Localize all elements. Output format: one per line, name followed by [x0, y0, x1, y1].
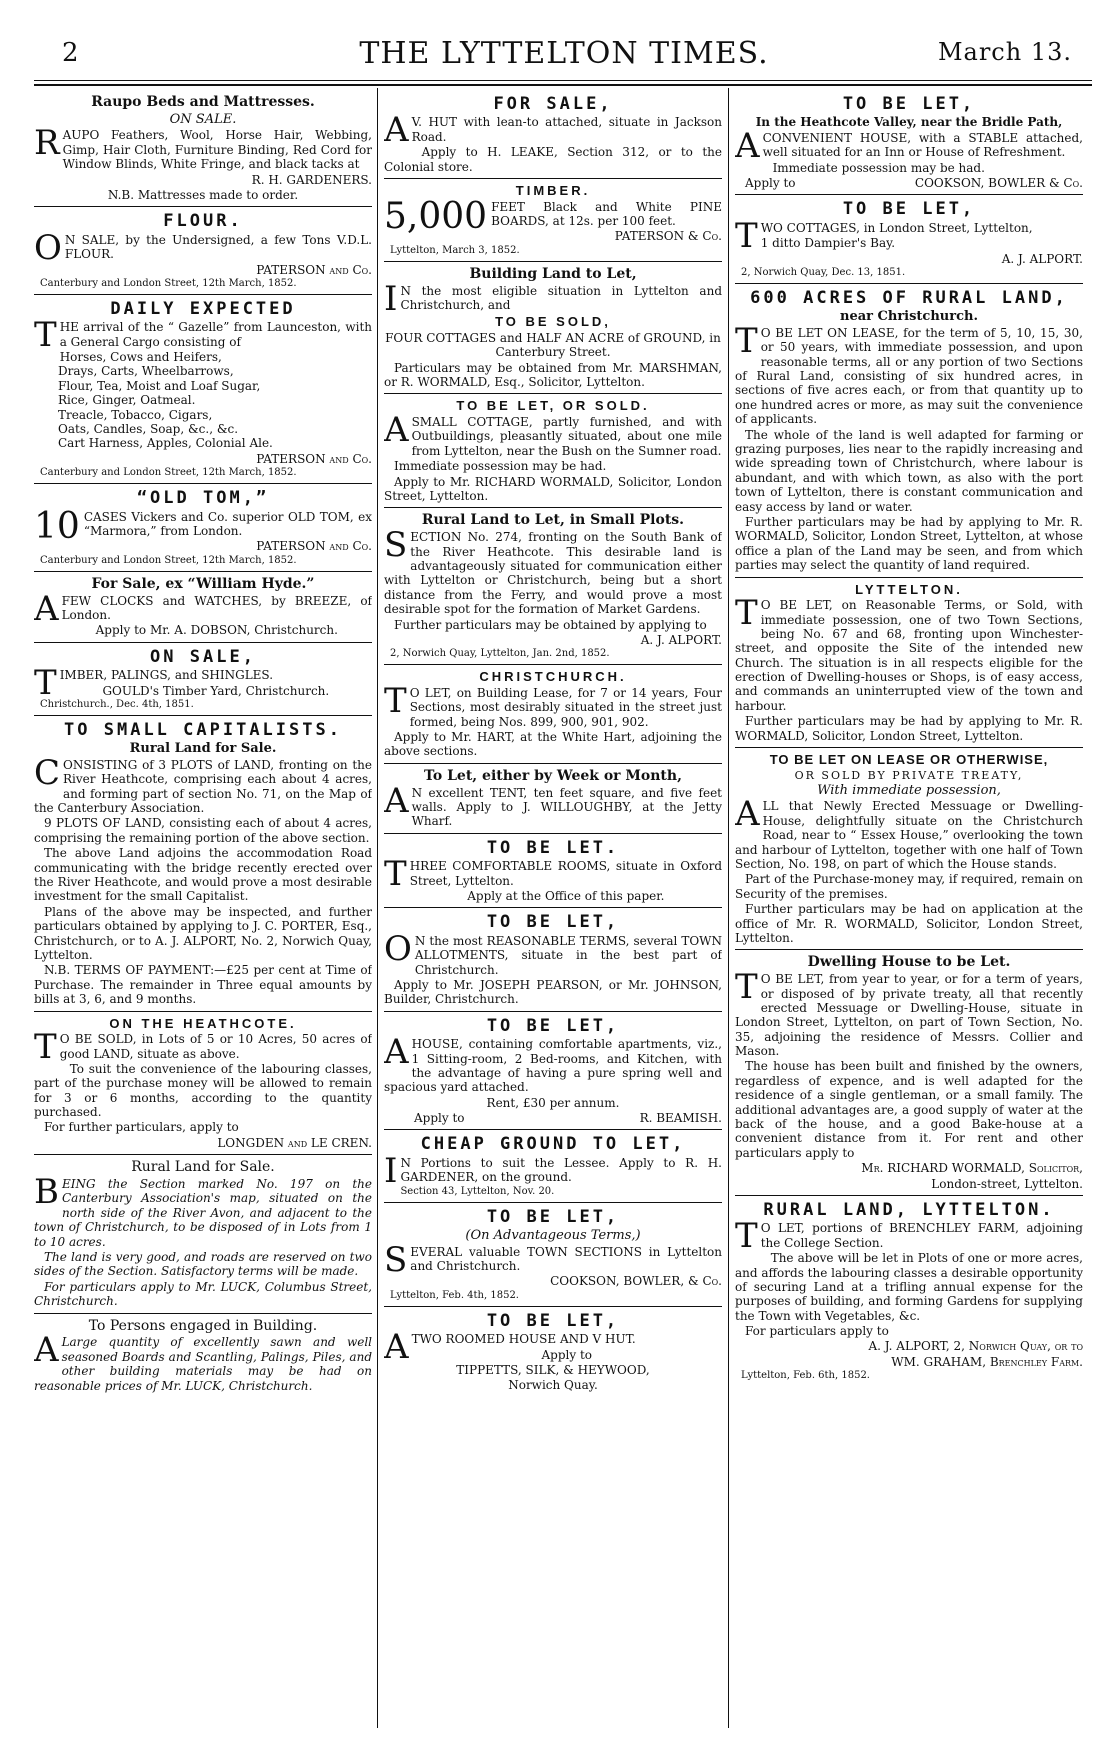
ad-cheap-ground — [384, 1130, 722, 1202]
ad-signature: Mr. RICHARD WORMALD, Solicitor, — [861, 1161, 1083, 1176]
ad-subheading: near Christchurch. — [840, 309, 978, 325]
ad-dateline: 2, Norwich Quay, Lyttelton, Jan. 2nd, 1852. — [390, 648, 610, 660]
drop-cap: I — [384, 278, 398, 319]
ad-body: CONVENIENT HOUSE, with a STABLE attached, well situated for an Inn or House of Refreshment. — [762, 130, 1083, 160]
drop-cap: T — [735, 215, 758, 256]
drop-cap: T — [34, 663, 57, 704]
ad-body: N SALE, by the Undersigned, a few Tons V.D.L. FLOUR. — [64, 232, 372, 262]
ad-paragraph: FOUR COTTAGES and HALF AN ACRE of GROUND, in Canterbury Street. — [385, 330, 721, 360]
ad-body: N Portions to suit the Lessee. Apply to R. H. GARDENER, on the ground. — [400, 1155, 722, 1185]
ad-heading: 600 ACRES OF RURAL LAND, — [750, 287, 1068, 308]
ad-signature: R. BEAMISH. — [639, 1111, 722, 1126]
ad-dateline: Section 43, Lyttelton, Nov. 20. — [400, 1185, 555, 1197]
ad-heading: RURAL LAND, LYTTELTON. — [763, 1199, 1055, 1220]
ad-body: O BE SOLD, in Lots of 5 or 10 Acres, 50 acres of good LAND, situate as above. — [59, 1032, 372, 1061]
ad-body: O BE LET, on Reasonable Terms, or Sold, with immediate possession, one of two Town Sections, being No. 67 and 68, fronting upon Winchester-street, and opposite the Site of the intended new Church. The situation is in all respects eligible for the erection of Dwelling-houses or Shops, is of easy access, and commands an uninterrupted view of the town and harbour. — [735, 598, 1083, 713]
ad-paragraph: Further particulars may be had on application at the office of Mr. R. WORMALD, Solicitor, London Street, Lyttelton. — [735, 902, 1083, 945]
issue-date: March 13. — [937, 38, 1072, 66]
ad-paragraph: Immediate possession may be had. — [394, 459, 607, 474]
cargo-line: Oats, Candles, Soap, &c., &c. — [58, 422, 239, 437]
cargo-line: Cart Harness, Apples, Colonial Ale. — [58, 436, 273, 451]
ad-line: 1 ditto Dampier's Bay. — [760, 236, 896, 251]
ad-heading: TO BE LET, — [842, 199, 976, 220]
ad-body: HREE COMFORTABLE ROOMS, situate in Oxford Street, Lyttelton. — [409, 859, 722, 888]
ad-body: FEW CLOCKS and WATCHES, by BREEZE, of London. — [61, 593, 372, 622]
large-numeral: 10 — [34, 505, 80, 547]
ad-heading: TO BE LET, — [486, 912, 620, 933]
large-numeral: 5,000 — [384, 195, 488, 237]
ad-heading: TO BE LET, OR SOLD. — [456, 398, 650, 414]
drop-cap: A — [384, 110, 409, 151]
ad-heading: For Sale, ex “William Hyde.” — [91, 575, 315, 592]
ad-signature: A. J. ALPORT, 2, Norwich Quay, or to — [868, 1339, 1083, 1354]
column-left — [34, 90, 372, 1730]
ad-body: TWO ROOMED HOUSE AND V HUT. — [411, 1332, 636, 1347]
ad-paragraph: Immediate possession may be had. — [772, 160, 985, 175]
cargo-line: Rice, Ginger, Oatmeal. — [58, 393, 196, 408]
masthead — [34, 36, 1094, 78]
ad-dateline: Lyttelton, March 3, 1852. — [390, 244, 520, 256]
column-middle — [384, 90, 722, 1730]
ad-body: ONSISTING of 3 PLOTS of LAND, fronting on the River Heathcote, comprising each about 4 acres, and forming part of section No. 71, on the Map of the Canterbury Association. — [34, 757, 372, 816]
ad-old-tom — [34, 484, 372, 572]
ad-paragraph: Apply to Mr. HART, at the White Hart, adjoining the above sections. — [384, 730, 722, 759]
ad-subheading: TO BE SOLD, — [495, 314, 611, 330]
ad-small-capitalists — [34, 716, 372, 1012]
ad-heading: TO BE LET, — [842, 94, 976, 114]
ad-flour — [34, 207, 372, 295]
ad-note: N.B. Mattresses made to order. — [107, 187, 299, 202]
ad-paragraph: Apply at the Office of this paper. — [467, 889, 665, 903]
ad-body: V. HUT with lean-to attached, situate in Jackson Road. — [411, 115, 722, 144]
column-right — [735, 90, 1083, 1730]
ad-heathcote-valley — [735, 90, 1083, 195]
drop-cap: A — [735, 794, 760, 835]
drop-cap: T — [735, 593, 758, 634]
ad-paragraph: For particulars apply to Mr. LUCK, Columbus Street, Christchurch. — [34, 1279, 372, 1309]
ad-heading: Rural Land to Let, in Small Plots. — [421, 512, 685, 529]
ad-signature: COOKSON, BOWLER, & Co. — [550, 1274, 722, 1289]
ad-heading: FOR SALE, — [493, 94, 613, 114]
ad-body: N the most eligible situation in Lyttelton and Christchurch, and — [400, 283, 722, 312]
ad-signature: TIPPETTS, SILK, & HEYWOOD, — [456, 1362, 650, 1377]
drop-cap: T — [384, 680, 407, 721]
ad-signature: PATERSON and Co. — [256, 451, 372, 466]
drop-cap: I — [384, 1150, 398, 1191]
ad-body: IMBER, PALINGS, and SHINGLES. — [59, 668, 274, 683]
ad-dateline: Christchurch., Dec. 4th, 1851. — [40, 698, 194, 710]
ad-subheading: (On Advantageous Terms,) — [465, 1228, 641, 1244]
ad-heading: ON THE HEATHCOTE. — [109, 1015, 297, 1031]
ad-apply: Apply to — [541, 1347, 593, 1362]
cargo-line: Drays, Carts, Wheelbarrows, — [58, 364, 234, 379]
masthead-rule-heavy — [34, 84, 1092, 86]
drop-cap: O — [384, 928, 412, 969]
ad-body: HE arrival of the “ Gazelle” from Launceston, with a General Cargo consisting of — [59, 320, 372, 349]
ad-body: O BE LET, from year to year, or for a term of years, or disposed of by private treaty, all that recently erected Messuage or Dwelling-House, situate in London Street, Lyttelton, on part of Town Section, No. 35, adjoining the residence of Messrs. Collier and Mason. — [735, 972, 1083, 1059]
ad-paragraph: Part of the Purchase-money may, if required, remain on Security of the premises. — [735, 872, 1083, 901]
drop-cap: A — [384, 1032, 409, 1073]
ad-subheading: ON SALE. — [169, 111, 237, 127]
drop-cap: A — [34, 588, 59, 629]
column-divider — [377, 88, 378, 1728]
ad-heading: TO BE LET, — [486, 1015, 620, 1036]
ad-paragraph: Further particulars may be had by applying to Mr. R. WORMALD, Solicitor, London Street, Lyttelton. — [735, 714, 1083, 743]
ad-for-sale-hut — [384, 90, 722, 179]
ad-signature-address: London-street, Lyttelton. — [931, 1176, 1083, 1191]
ad-body: N the most REASONABLE TERMS, several TOWN ALLOTMENTS, situate in the best part of Christchurch. — [414, 933, 722, 977]
drop-cap: C — [34, 752, 61, 793]
ad-heading: CHEAP GROUND TO LET, — [420, 1134, 686, 1155]
ad-body: Large quantity of excellently sawn and well seasoned Boards and Scantling, Palings, Piles, and other building materials may be had on reasonable prices of Mr. LUCK, Christchurch. — [34, 1335, 372, 1393]
ad-paragraph: The house has been built and finished by the owners, regardless of expence, and is well adapted for the residence of a single gentleman, or a small family. The additional advantages are, a good supply of water at the back of the house, and a good Bake-house at a convenient distance from it. For rent and other particulars apply to — [735, 1059, 1083, 1160]
drop-cap: A — [384, 410, 409, 451]
drop-cap: T — [34, 1027, 57, 1068]
ad-signature: PATERSON & Co. — [614, 229, 722, 244]
ad-subheading: OR SOLD BY PRIVATE TREATY, — [794, 768, 1024, 782]
ad-dateline: Lyttelton, Feb. 6th, 1852. — [741, 1370, 870, 1382]
ad-body: EING the Section marked No. 197 on the Canterbury Association's map, situated on the north side of the River Avon, and adjacent to the town of Christchurch, to be disposed of in Lots from 1 to 10 acres. — [34, 1177, 372, 1249]
ad-tent — [384, 764, 722, 834]
ad-signature: PATERSON and Co. — [256, 539, 372, 554]
ad-apply: Apply to — [414, 1111, 465, 1126]
ad-body: FEET Black and White PINE BOARDS, at 12s. per 100 feet. — [491, 199, 722, 228]
ad-paragraph: 9 PLOTS OF LAND, consisting each of about 4 acres, comprising the remaining portion of the above section. — [34, 816, 372, 845]
ad-william-hyde — [34, 572, 372, 643]
ad-signature-2: WM. GRAHAM, Brenchley Farm. — [891, 1354, 1083, 1369]
ad-subheading: Rural Land for Sale. — [129, 741, 277, 757]
ad-christchurch — [384, 665, 722, 764]
ad-signature-address: Norwich Quay. — [508, 1378, 598, 1393]
ad-rent: Rent, £30 per annum. — [486, 1095, 620, 1110]
ad-heathcote — [34, 1012, 372, 1156]
ad-timber — [384, 179, 722, 262]
ad-dateline: Canterbury and London Street, 12th March, 1852. — [40, 277, 297, 289]
ad-small-plots — [384, 508, 722, 665]
ad-subheading-2: With immediate possession, — [817, 782, 1001, 798]
ad-dateline: Canterbury and London Street, 12th March, 1852. — [40, 554, 297, 566]
ad-apply: Apply to Mr. A. DOBSON, Christchurch. — [95, 623, 338, 638]
ad-paragraph: Particulars may be obtained from Mr. MARSHMAN, or R. WORMALD, Esq., Solicitor, Lyttelton. — [384, 360, 722, 390]
newspaper-title: THE LYTTELTON TIMES. — [359, 36, 769, 71]
ad-heading: ON SALE, — [150, 646, 256, 667]
ad-heading: DAILY EXPECTED — [110, 298, 296, 319]
ad-timber-sale — [34, 643, 372, 716]
drop-cap: T — [384, 854, 407, 895]
drop-cap: T — [34, 315, 57, 356]
drop-cap: T — [735, 967, 758, 1008]
ad-rural-land-lyttelton — [735, 1196, 1083, 1386]
ad-body: LL that Newly Erected Messuage or Dwelling-House, delightfully situate on the Christchurch Road, near to “ Essex House,” overlooking the town and harbour of Lyttelton, together with one half of Town Section, No. 198, on part of which the House stands. — [735, 799, 1083, 871]
ad-body: AUPO Feathers, Wool, Horse Hair, Webbing, Gimp, Hair Cloth, Furniture Binding, Red Cord for Window Blinds, White Fringe, and black tacks at — [62, 128, 372, 172]
ad-heading: TIMBER. — [515, 182, 591, 198]
ad-paragraph: The above will be let in Plots of one or more acres, and affords the labouring classes a desirable opportunity of securing Land at a trifling annual expense for the purposes of building, and forming Gardens for supplying the Town with Vegetables, &c. — [735, 1251, 1083, 1323]
drop-cap: S — [384, 525, 408, 566]
ad-paragraph: Apply to Mr. RICHARD WORMALD, Solicitor, London Street, Lyttelton. — [384, 474, 722, 503]
ad-paragraph: For further particulars, apply to — [44, 1120, 239, 1135]
ad-heading: Rural Land for Sale. — [131, 1159, 275, 1176]
ad-two-cottages — [735, 195, 1083, 284]
drop-cap: A — [34, 1330, 59, 1371]
drop-cap: R — [34, 123, 60, 164]
ad-body: HOUSE, containing comfortable apartments, viz., 1 Sitting-room, 2 Bed-rooms, and Kitchen, with the advantage of having a pure spring well and spacious yard attached. — [384, 1037, 722, 1095]
ad-heading: To Persons engaged in Building. — [88, 1317, 318, 1334]
ad-heading: To Let, either by Week or Month, — [424, 767, 682, 784]
ad-rural-land-sale — [34, 1155, 372, 1313]
drop-cap: S — [384, 1239, 408, 1280]
drop-cap: T — [735, 1216, 758, 1257]
ad-body: O LET, portions of BRENCHLEY FARM, adjoining the College Section. — [760, 1221, 1083, 1250]
ad-lease-or-otherwise — [735, 748, 1083, 950]
ad-heading: “OLD TOM,” — [136, 488, 270, 509]
ad-allotments — [384, 908, 722, 1011]
ad-paragraph: The above Land adjoins the accommodation Road communicating with the bridge recently erected over the River Heathcote, and would prove a most desirable investment for the small Capitalist. — [34, 846, 372, 904]
ad-building-land — [384, 262, 722, 395]
ad-signature: A. J. ALPORT. — [640, 632, 722, 647]
ad-body: CASES Vickers and Co. superior OLD TOM, ex “Marmora,” from London. — [83, 509, 372, 538]
ad-heading: TO BE LET ON LEASE OR OTHERWISE, — [769, 752, 1049, 768]
ad-apply: Apply to H. LEAKE, Section 312, or to the Colonial store. — [384, 145, 722, 174]
ad-body: EVERAL valuable TOWN SECTIONS in Lyttelton and Christchurch. — [410, 1244, 722, 1274]
ad-dateline: 2, Norwich Quay, Dec. 13, 1851. — [741, 266, 906, 278]
cargo-line: Horses, Cows and Heifers, — [59, 350, 222, 365]
ad-paragraph: Further particulars may be had by applying to Mr. R. WORMALD, Solicitor, London Street, Lyttelton, at whose office a plan of the Land may be seen, and from which parties may select the quantity of land required. — [735, 514, 1083, 573]
ad-body: N excellent TENT, ten feet square, and five feet walls. Apply to J. WILLOUGHBY, at the Jetty Wharf. — [411, 785, 722, 829]
ad-raupo — [34, 90, 372, 207]
ad-house — [384, 1012, 722, 1131]
ad-dateline: Lyttelton, Feb. 4th, 1852. — [390, 1289, 519, 1301]
ad-paragraph: The land is very good, and roads are reserved on two sides of the Section. Satisfactory terms will be made. — [34, 1250, 372, 1279]
ad-heading: Building Land to Let, — [469, 265, 637, 282]
ad-signature: LONGDEN and LE CREN. — [217, 1135, 372, 1150]
column-divider — [728, 88, 729, 1728]
drop-cap: A — [384, 1327, 409, 1368]
ad-body: WO COTTAGES, in London Street, Lyttelton, — [760, 220, 1033, 235]
ad-building-materials — [34, 1314, 372, 1397]
ad-heading: TO BE LET, — [486, 1310, 620, 1331]
ad-heading: TO BE LET, — [486, 1206, 620, 1227]
ad-small-cottage — [384, 394, 722, 508]
ad-heading: LYTTELTON. — [855, 581, 963, 597]
drop-cap: T — [735, 320, 758, 361]
ad-heading: CHRISTCHURCH. — [479, 669, 627, 685]
ad-lyttelton — [735, 578, 1083, 749]
drop-cap: A — [384, 780, 409, 821]
ad-paragraph: Further particulars may be obtained by applying to — [394, 617, 707, 632]
ad-body: SMALL COTTAGE, partly furnished, and with Outbuildings, pleasantly situated, about one mile from Lyttelton, near the Bush on the Sumner road. — [411, 415, 722, 458]
ad-two-roomed — [384, 1307, 722, 1397]
ad-heading: FLOUR. — [163, 211, 243, 232]
ad-paragraph: To suit the convenience of the labouring classes, part of the purchase money will be allowed to remain for 3 or 6 months, according to the quantity purchased. — [34, 1061, 372, 1120]
ad-heading: Dwelling House to be Let. — [807, 954, 1011, 971]
ad-paragraph: For particulars apply to — [745, 1324, 889, 1339]
ad-rooms — [384, 834, 722, 909]
ad-paragraph: Plans of the above may be inspected, and further particulars obtained by applying to J. C. PORTER, Esq., Christchurch, or to A. J. ALPORT, No. 2, Norwich Quay, Lyttelton. — [34, 904, 372, 962]
ad-body: O LET, on Building Lease, for 7 or 14 years, Four Sections, most desirably situated in the street just formed, being Nos. 899, 900, 901, 902. — [409, 685, 722, 729]
drop-cap: A — [735, 125, 760, 166]
ad-apply: Apply to — [745, 175, 796, 190]
ad-signature: PATERSON and Co. — [256, 262, 372, 277]
page-number: 2 — [62, 38, 79, 68]
ad-dateline: Canterbury and London Street, 12th March, 1852. — [40, 467, 297, 479]
drop-cap: B — [34, 1172, 59, 1213]
cargo-line: Flour, Tea, Moist and Loaf Sugar, — [58, 378, 261, 393]
ad-paragraph: Apply to Mr. JOSEPH PEARSON, or Mr. JOHNSON, Builder, Christchurch. — [384, 977, 722, 1007]
ad-600-acres — [735, 284, 1083, 578]
ad-paragraph: N.B. TERMS OF PAYMENT:—£25 per cent at Time of Purchase. The remainder in Three equal amounts by bills at 3, 6, and 9 months. — [34, 963, 372, 1007]
ad-daily-expected — [34, 295, 372, 484]
ad-subheading: In the Heathcote Valley, near the Bridle Path, — [755, 115, 1063, 130]
ad-line: GOULD's Timber Yard, Christchurch. — [102, 683, 330, 698]
ad-town-sections — [384, 1203, 722, 1307]
ad-signature: A. J. ALPORT. — [1001, 251, 1083, 266]
ad-paragraph: The whole of the land is well adapted for farming or grazing purposes, lies near to the rapidly increasing and wide spreading town of Christchurch, where labour is abundant, and with which town, as also with the port town of Lyttelton, there is constant communication and easy access by land or water. — [735, 427, 1083, 514]
ad-heading: Raupo Beds and Mattresses. — [91, 94, 315, 110]
ad-dwelling-house — [735, 950, 1083, 1196]
masthead-rule — [34, 80, 1092, 81]
ad-heading: TO SMALL CAPITALISTS. — [64, 719, 342, 740]
cargo-line: Treacle, Tobacco, Cigars, — [58, 407, 213, 422]
ad-signature: COOKSON, BOWLER & Co. — [914, 175, 1083, 190]
drop-cap: O — [34, 227, 62, 268]
ad-body: O BE LET ON LEASE, for the term of 5, 10, 15, 30, or 50 years, with immediate possession, and upon reasonable terms, all or any portion of two Sections of Rural Land, consisting of six hundred acres, in sections of five acres each, or from that quantity up to one hundred acres or more, as may suit the convenience of applicants. — [735, 325, 1083, 427]
ad-signature: R. H. GARDENERS. — [251, 172, 372, 187]
ad-heading: TO BE LET. — [486, 837, 620, 858]
ad-body: ECTION No. 274, fronting on the South Bank of the River Heathcote. This desirable land is advantageously situated for communication either with Lyttelton or Christchurch, being but a short distance from the Ferry, and would prove a most desirable spot for the formation of Market Gardens. — [384, 530, 722, 617]
